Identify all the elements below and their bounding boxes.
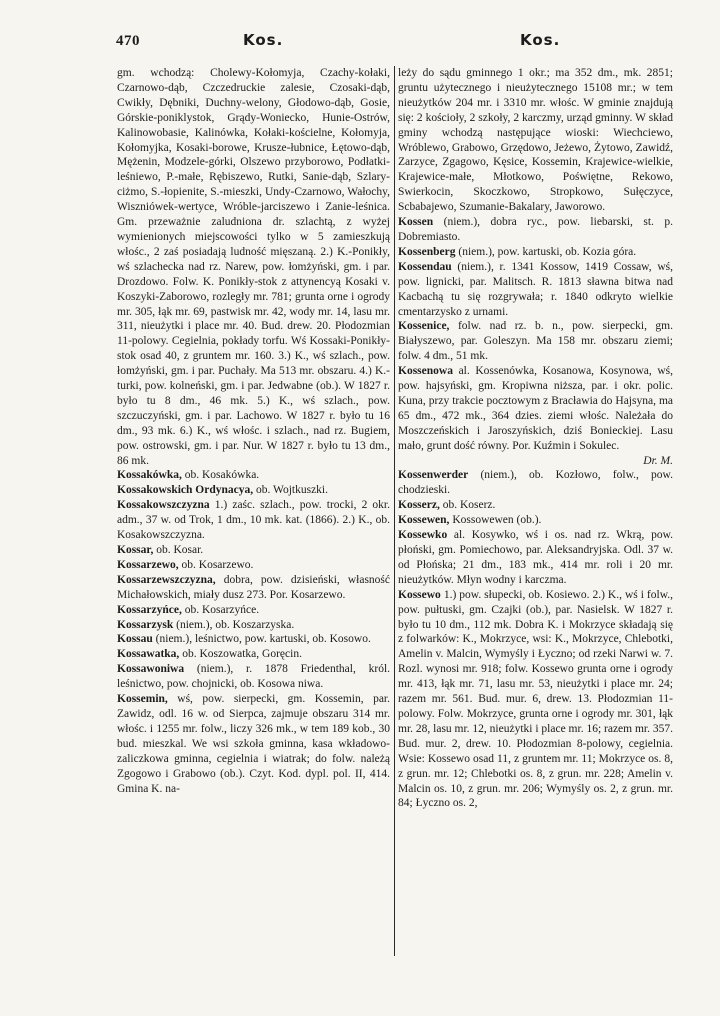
entry-text: (niem.), dobra ryc., pow. liebarski, st. p. Dobremiasto. <box>398 216 673 243</box>
entry-headword: Kossarzewo, <box>117 558 179 571</box>
entry-text: (niem.), ob. Koszarzyska. <box>176 618 295 631</box>
entry-headword: Kossenwerder <box>398 469 469 482</box>
dictionary-entry <box>117 618 390 633</box>
entry-headword: Kossarzewszczyzna, <box>117 573 216 586</box>
dictionary-entry <box>398 513 673 528</box>
dictionary-entry <box>117 558 390 573</box>
entry-text: al. Kossenówka, Kosanowa, Kosynowa, wś, pow. hajsyński, gm. Kropiwna niższa, par. i okr. polic. Kuna, przy trakcie pocztowym z Bracławia do Hajsyna, ma 65 dm., 472 mk., 364 dzies. ziemi włośc. Należała do Moszczeńskich i Jaroszyńskich, dziś Bonieckiej. Lasu mało, grunt dość równy. Por. Kuźmin i Sokulec. <box>398 365 673 452</box>
entry-text: ob. Koserz. <box>442 499 496 512</box>
entry-text: folw. nad rz. b. n., pow. sierpecki, gm. Białyszewo, par. Goleszyn. Ma 158 mr. obszaru ziemi; folw. 4 dm., 51 mk. <box>398 320 674 363</box>
entry-headword: Kossawoniwa <box>117 663 185 676</box>
entry-headword: Kossen <box>398 216 434 229</box>
entry-text: (niem.), ob. Kozłowo, folw., pow. chodzieski. <box>398 469 673 497</box>
dictionary-entry <box>398 66 673 215</box>
entry-headword: Kossawatka, <box>117 648 180 661</box>
entry-headword: Kossendau <box>398 260 452 273</box>
left-column <box>117 66 390 796</box>
dictionary-entry <box>398 454 673 469</box>
entry-text: wś, pow. sierpecki, gm. Kossemin, par. Zawidz, odl. 16 w. od Sierpca, zajmuje obszaru 314 mr. włośc. i 1255 mr. folw., liczy 326 mk., w tem 189 kob., 30 bud. mieszkal. We wsi szkoła gminna, kasa wkładowo-zaliczkowa gminna, cegielnia i wiatrak; do folw. należą Zgogowo i Grabowo (ob.). Czyt. Kod. dypl. pol. II, 414. Gmina K. na- <box>117 693 391 795</box>
dictionary-entry <box>398 260 673 320</box>
dictionary-entry <box>398 528 673 588</box>
entry-text: 1.) pow. słupecki, ob. Kosiewo. 2.) K., wś i folw., pow. pułtuski, gm. Czajki (ob.), par. Nasielsk. W 1827 r. było tu 10 dm., 112 mk. Dobra K. i Mokrzyce składają się z folwarków: K., Mokrzyce, wsi: K., Mokrzyce, Chlebotki, Amelin v. Malcin, Wymyśly i Łyczno; od rzeki Narwi w. 7. Rozl. wynosi mr. 918; folw. Kossewo grunta orne i ogrody mr. 413, łąk mr. 71, lasu mr. 53, nieużytki i place mr. 24; razem mr. 561. Bud. mur. 6, drew. 13. Płodozmian 11-polowy. Folw. Mokrzyce, grunta orne i ogrody mr. 301, łąk mr. 28, lasu mr. 12, nieużytki i place mr. 16; razem mr. 357. Bud. mur. 2, drew. 10. Płodozmian 8-polowy, cegielnia. Wsie: Kossewo osad 11, z gruntem mr. 11; Mokrzyce os. 8, z grun. mr. 12; Chlebotki os. 8, z grun. mr. 228; Amelin v. Malcin os. 10, z grun. mr. 206; Wymyśly os. 2, z grun. mr. 84; Łyczno os. 2, <box>398 588 674 810</box>
entry-headword: Kossakówka, <box>117 469 182 482</box>
entry-headword: Kossar, <box>117 544 154 556</box>
running-head-right: Kos. <box>520 31 561 49</box>
entry-headword: Kossemin, <box>117 693 168 706</box>
entry-text: (niem.), pow. kartuski, ob. Kozia góra. <box>458 245 637 258</box>
dictionary-entry <box>117 498 390 543</box>
entry-text: (niem.), leśnictwo, pow. kartuski, ob. Kosowo. <box>155 633 371 646</box>
dictionary-entry <box>117 66 390 468</box>
running-head-left: Kos. <box>243 31 284 49</box>
dictionary-entry <box>398 245 673 260</box>
entry-headword: Kossewen, <box>398 514 450 527</box>
dictionary-entry <box>117 573 390 603</box>
dictionary-entry <box>117 662 390 692</box>
dictionary-entry <box>398 588 673 812</box>
dictionary-entry <box>398 215 673 245</box>
dictionary-entry <box>398 468 673 498</box>
entry-text: ob. Kosarzyńce. <box>184 603 260 616</box>
dictionary-entry <box>117 468 390 483</box>
dictionary-entry <box>117 483 390 498</box>
column-divider <box>394 66 395 956</box>
entry-headword: Kosserz, <box>398 499 440 512</box>
dictionary-entry <box>117 543 390 558</box>
entry-text: leży do sądu gminnego 1 okr.; ma 352 dm., mk. 2851; gruntu użytecznego i nieużytecznego 15108 mr.; w tem nieużytków 204 mr. i 3310 mr. włośc. W gminie znajdują się: 2 kościoły, 2 szkoły, 2 karczmy, urząd gminny. W skład gminy wchodzą następujące wioski: Wiechciewo, Wróblewo, Grabowo, Grzędowo, Jeżewo, Żytowo, Zawidź, Zarzyce, Zgagowo, Kęsice, Kossemin, Krajewice-wielkie, Krajewice-małe, Młotkowo, Poświętne, Rekowo, Swierkocin, Skoczkowo, Stropkowo, Sułęczyce, Scbabajewo, Szumanie-Bakalary, Jaworowo. <box>398 67 673 214</box>
entry-text: (niem.), r. 1341 Kossow, 1419 Cossaw, wś, pow. lignicki, par. Malitsch. R. 1813 sławna bitwa nad Kacbachą tu się rozgrywała; r. 1840 odkryto wielkie cmentarzysko z urnami. <box>398 260 674 318</box>
dictionary-entry <box>117 692 390 796</box>
entry-text: (niem.), r. 1878 Friedenthal, król. leśnictwo, pow. chojnicki, ob. Kosowa niwa. <box>117 663 391 691</box>
entry-headword: Kossakowszczyzna <box>117 499 210 512</box>
entry-headword: Kossakowskich Ordynacya, <box>117 484 254 497</box>
entry-headword: Kossenberg <box>398 245 456 258</box>
dictionary-entry <box>117 603 390 618</box>
entry-text: ob. Wojtkuszki. <box>255 484 328 497</box>
entry-headword: Kossewo <box>398 588 441 601</box>
dictionary-entry <box>398 319 673 364</box>
entry-text: dobra, pow. dzisieński, własność Michałowskich, miały dusz 273. Por. Kosarzewo. <box>117 573 390 601</box>
dictionary-entry <box>117 632 390 647</box>
entry-text: Kossowewen (ob.). <box>452 514 542 527</box>
dictionary-entry <box>398 364 673 453</box>
entry-signature: Dr. M. <box>643 454 673 467</box>
entry-text: ob. Koszowatka, Goręcin. <box>182 648 302 661</box>
page-header <box>0 0 720 60</box>
right-column <box>398 66 673 811</box>
entry-headword: Kossenice, <box>398 320 450 333</box>
entry-headword: Kossarzyńce, <box>117 603 182 616</box>
entry-headword: Kossarzysk <box>117 618 174 631</box>
entry-text: ob. Kosar. <box>156 544 204 556</box>
entry-headword: Kossenowa <box>398 365 453 378</box>
entry-text: al. Kosywko, wś i os. nad rz. Wkrą, pow. płoński, gm. Pomiechowo, par. Aleksandryjska. Odl. 37 w. od Płońska; 21 dm., 183 mk., 414 mr. roli i 20 mr. nieużytków. Młyn wodny i karczma. <box>398 529 673 586</box>
page-number: 470 <box>116 33 140 49</box>
entry-text: 1.) zaśc. szlach., pow. trocki, 2 okr. adm., 37 w. od Trok, 1 dm., 10 mk. kat. (1866). 2.) K., ob. Kosakowszczyzna. <box>117 499 391 542</box>
entry-headword: Kossewko <box>398 529 448 542</box>
entry-text: ob. Kosarzewo. <box>181 558 254 571</box>
entry-headword: Kossau <box>117 633 153 646</box>
entry-text: gm. wchodzą: Cholewy-Kołomyja, Czachy-kołaki, Czarnowo-dąb, Czczedruckie zalesie, Czosaki-dąb, Cwikły, Dębniki, Duchny-welony, Głodowo-dąb, Gosie, Górskie-poniklystok, Grądy-Woniecko, Hunie-Ostrów, Kalinowobasie, Kalinówka, Kołaki-kościelne, Kołomyja, Kołomyjka, Kosaki-borowe, Krusze-łubnice, Łętowo-dąb, Mężenin, Modzele-górki, Olszewo przyborowo, Podłatki-leśniewo, P.-małe, Rębiszewo, Rutki, Sanie-dąb, Szlary-ciżmo, S.-łopienite, S.-mieszki, Undy-Czarnowo, Wałochy, Wiszniówek-wertyce, Wróble-jarciszewo i Zanie-leśnica. Gm. przeważnie zaludniona dr. szlachtą, z wyżej wymienionych miejscowości tylko w 5 zamieszkują włośc., 2 zaś posiadają ludność mięszaną. 2.) K.-Ponikły, wś szlachecka nad rz. Narew, pow. łomżyński, gm. i par. Drozdowo. Folw. K. Ponikły-stok z attynencyą Kosaki v. Koszyki-Zaborowo, rozległy mr. 781; grunta orne i ogrody mr. 305, łąk mr. 69, pastwisk mr. 42, wody mr. 14, lasu mr. 311, nieużytki i place mr. 40. Bud. drew. 20. Płodozmian 11-polowy. Cegielnia, pokłady torfu. Wś Kossaki-Ponikły-stok osad 40, z gruntem mr. 160. 3.) K., wś szlach., pow. łomżyński, gm. i par. Puchały. Ma 513 mr. obszaru. 4.) K.-turki, pow. kolneński, gm. i par. Jedwabne (ob.). W 1827 r. było tu 8 dm., 46 mk. 5.) K., wś szlach., pow. szczuczyński, gm. i par. Lachowo. W 1827 r. było tu 16 dm., 93 mk. 6.) K., wś włośc. i szlach., nad rz. Bugiem, pow. ostrowski, gm. i par. Nur. W 1827 r. było tu 13 dm., 86 mk. <box>117 67 390 467</box>
entry-text: ob. Kosakówka. <box>184 469 260 482</box>
dictionary-entry <box>117 647 390 662</box>
dictionary-entry <box>398 498 673 513</box>
